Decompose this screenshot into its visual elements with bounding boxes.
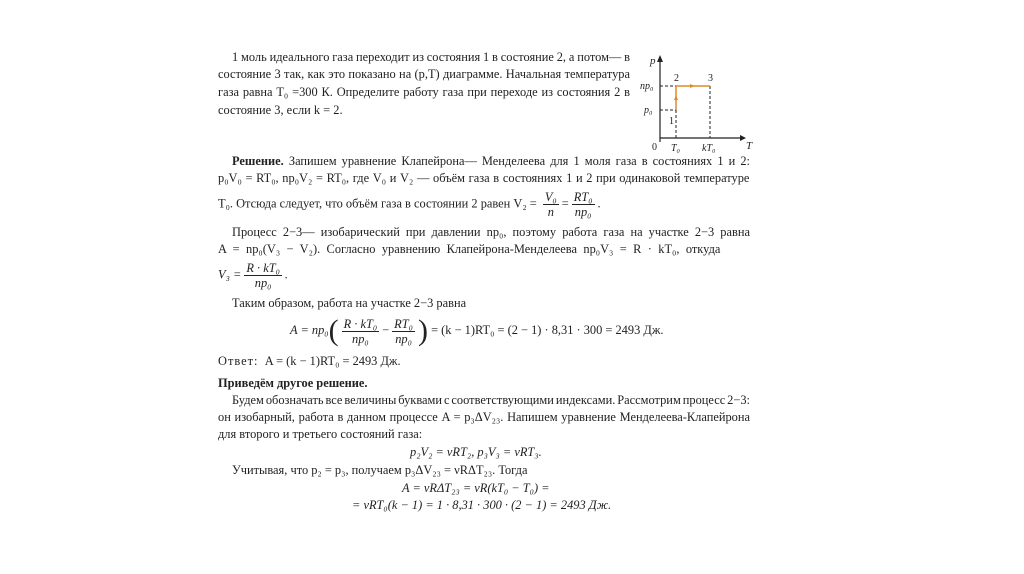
- solution-text: T₀. Отсюда следует, что объём газа в состоянии 2 равен V₂ =: [218, 196, 537, 211]
- solution-line: A = np₀(V₃ − V₂). Согласно уравнению Клапейрона-Менделеева np₀V₃ = R · kT₀, откуда: [218, 242, 721, 256]
- alt-line: Учитывая, что p₂ = p₃, получаем p₃ΔV₂₃ = νRΔT₂₃. Тогда: [232, 463, 528, 477]
- alt-line: Будем обозначать все величины буквами с соответствующими индексами. Рассмотрим процесс 2−3:: [232, 393, 750, 407]
- period: .: [597, 196, 601, 211]
- denominator: np₀: [395, 331, 412, 346]
- problem-line: состояние 3 так, как это показано на (p,T) диаграмме. Начальная температура: [218, 67, 630, 81]
- numerator: RT₀: [573, 190, 593, 204]
- alt-heading: Приведём другое решение.: [218, 376, 368, 390]
- origin-label: 0: [652, 142, 657, 153]
- solution-text: Запишем уравнение Клапейрона— Менделеева для 1 моля газа в состояниях 1 и 2:: [288, 154, 750, 168]
- point-3-label: 3: [708, 73, 713, 84]
- solution-line: Процесс 2−3— изобарический при давлении np₀, поэтому работа газа на участке 2−3 равна: [232, 225, 750, 239]
- alt-line: для второго и третьего состояний газа:: [218, 427, 423, 441]
- problem-line: состояние 3, если k = 2.: [218, 103, 343, 117]
- answer-line: [218, 354, 401, 369]
- axis-T-label: T: [746, 140, 753, 152]
- alt-line: он изобарный, работа в данном процессе A = p₃ΔV₂₃. Напишем уравнение Менделеева-Клапейрона: [218, 410, 750, 424]
- numerator: V₀: [544, 190, 557, 204]
- solution-line: p₀V₀ = RT₀, np₀V₂ = RT₀, где V₀ и V₂ — объём газа в состояниях 1 и 2 при одинаковой температуре: [218, 171, 750, 185]
- solution-line: [218, 261, 288, 290]
- kT0-tick-label: kT₀: [702, 143, 716, 154]
- point-1-label: 1: [669, 116, 674, 127]
- lhs: A = np₀: [290, 323, 329, 337]
- solution-line: Таким образом, работа на участке 2−3 равна: [232, 296, 467, 310]
- denominator: np₀: [254, 276, 272, 290]
- problem-line: газа равна T₀ =300 К. Определите работу газа при переходе из состояния 2 в: [218, 85, 630, 99]
- numerator: R · kT₀: [343, 316, 378, 331]
- np0-tick-label: np₀: [640, 81, 654, 92]
- alt-equation: = νRT₀(k − 1) = 1 · 8,31 · 300 · (2 − 1) = 2493 Дж.: [352, 498, 612, 512]
- denominator: n: [547, 205, 554, 219]
- equals: =: [561, 196, 569, 211]
- fraction: [572, 190, 595, 219]
- solution-line: [218, 190, 601, 219]
- fraction: [342, 317, 380, 346]
- p-axis-arrow-icon: [657, 55, 663, 62]
- period: .: [284, 267, 289, 282]
- arrow-2-3-icon: [690, 84, 695, 88]
- work-formula: A = np₀( $\frac{\text{R · kT₀}}{\text{np₀}}$ − $\frac{\text{RT₀}}{\text{np₀}}$ ) = (k − 1)RT₀ = (2 − 1) · 8,31 · 300 = 2493 Дж.: [290, 314, 664, 348]
- numerator: RT₀: [394, 316, 413, 331]
- denominator: np₀: [352, 331, 369, 346]
- fraction: [244, 261, 282, 290]
- T0-tick-label: T₀: [671, 143, 681, 154]
- denominator: np₀: [574, 205, 592, 219]
- alt-equation: p₂V₂ = νRT₂, p₃V₃ = νRT₃.: [410, 445, 542, 459]
- rhs: = (k − 1)RT₀ = (2 − 1) · 8,31 · 300 = 2493 Дж.: [431, 323, 664, 337]
- pT-diagram: [640, 50, 760, 160]
- solution-heading: Решение.: [232, 154, 284, 168]
- fraction: [392, 317, 415, 346]
- answer-value: A = (k − 1)RT₀ = 2493 Дж.: [264, 354, 401, 368]
- arrow-1-2-icon: [674, 95, 678, 100]
- answer-label: Ответ:: [218, 354, 259, 368]
- minus: −: [382, 323, 390, 337]
- problem-line: 1 моль идеального газа переходит из состояния 1 в состояние 2, а потом— в: [232, 50, 630, 64]
- p0-tick-label: p₀: [644, 105, 653, 116]
- numerator: R · kT₀: [246, 261, 280, 275]
- fraction: [543, 190, 559, 219]
- axis-p-label: p: [650, 55, 656, 67]
- lhs: V₃ =: [218, 267, 242, 282]
- point-2-label: 2: [674, 73, 679, 84]
- solution-line: [232, 154, 750, 169]
- alt-equation: A = νRΔT₂₃ = νR(kT₀ − T₀) =: [402, 481, 550, 495]
